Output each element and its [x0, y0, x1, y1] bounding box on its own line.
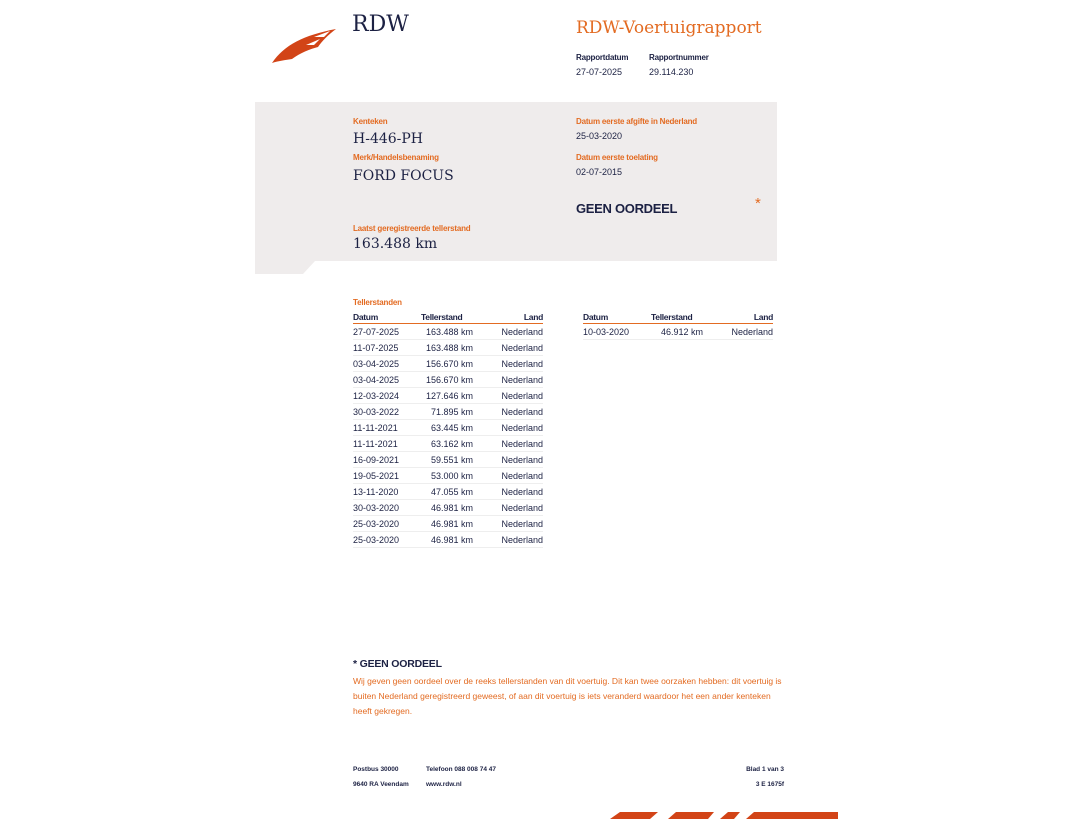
row-date: 03-04-2025 — [353, 356, 421, 372]
table-row — [353, 324, 543, 340]
row-odometer: 156.670 km — [421, 372, 479, 388]
table-row — [353, 420, 543, 436]
row-date: 03-04-2025 — [353, 372, 421, 388]
row-country: Nederland — [479, 500, 543, 516]
row-date: 25-03-2020 — [353, 532, 421, 548]
make-value: FORD FOCUS — [353, 168, 454, 184]
row-country: Nederland — [479, 404, 543, 420]
report-date-label: Rapportdatum — [576, 53, 629, 62]
row-odometer: 163.488 km — [421, 324, 479, 340]
odometer-section-title: Tellerstanden — [353, 298, 402, 307]
table-row — [353, 436, 543, 452]
table-row — [353, 404, 543, 420]
table-row — [353, 516, 543, 532]
table-row — [353, 372, 543, 388]
table-row — [353, 468, 543, 484]
table-row — [353, 356, 543, 372]
row-country: Nederland — [479, 516, 543, 532]
row-country: Nederland — [479, 388, 543, 404]
footer-city: 9640 RA Veendam — [353, 781, 409, 788]
report-date: 27-07-2025 — [576, 67, 623, 77]
column-header-date: Datum — [353, 312, 421, 324]
rdw-logo-icon — [270, 25, 342, 65]
row-country: Nederland — [479, 324, 543, 340]
column-header-odometer: Tellerstand — [421, 312, 479, 324]
column-header-date: Datum — [583, 312, 651, 324]
row-country: Nederland — [479, 468, 543, 484]
vehicle-summary-panel-tail — [255, 261, 315, 274]
row-country: Nederland — [479, 452, 543, 468]
row-date: 25-03-2020 — [353, 516, 421, 532]
row-odometer: 53.000 km — [421, 468, 479, 484]
first-admission-label: Datum eerste toelating — [576, 153, 658, 162]
odometer-table-right — [583, 312, 773, 340]
row-date: 11-11-2021 — [353, 436, 421, 452]
row-date: 11-11-2021 — [353, 420, 421, 436]
report-number-label: Rapportnummer — [649, 53, 709, 62]
row-country: Nederland — [479, 484, 543, 500]
first-issue-nl-value: 25-03-2020 — [576, 131, 623, 141]
table-row — [353, 500, 543, 516]
verdict-asterisk: * — [755, 195, 761, 212]
column-header-country: Land — [479, 312, 543, 324]
table-row — [353, 388, 543, 404]
row-date: 11-07-2025 — [353, 340, 421, 356]
plate-label: Kenteken — [353, 117, 388, 126]
row-date: 27-07-2025 — [353, 324, 421, 340]
report-number: 29.114.230 — [649, 67, 694, 77]
row-date: 16-09-2021 — [353, 452, 421, 468]
column-header-odometer: Tellerstand — [651, 312, 709, 324]
footer-code: 3 E 1675f — [755, 781, 784, 788]
row-odometer: 46.912 km — [651, 324, 709, 340]
plate-value: H-446-PH — [353, 131, 424, 147]
last-odometer-value: 163.488 km — [353, 236, 438, 252]
last-odometer-label: Laatst geregistreerde tellerstand — [353, 224, 471, 233]
row-odometer: 71.895 km — [421, 404, 479, 420]
table-row — [353, 452, 543, 468]
table-row — [353, 532, 543, 548]
row-country: Nederland — [479, 340, 543, 356]
row-date: 19-05-2021 — [353, 468, 421, 484]
table-header-row — [353, 312, 543, 324]
row-date: 10-03-2020 — [583, 324, 651, 340]
row-date: 30-03-2022 — [353, 404, 421, 420]
row-odometer: 46.981 km — [421, 516, 479, 532]
first-issue-nl-label: Datum eerste afgifte in Nederland — [576, 117, 697, 126]
column-header-country: Land — [709, 312, 773, 324]
row-odometer: 47.055 km — [421, 484, 479, 500]
org-name: RDW — [352, 12, 409, 37]
make-label: Merk/Handelsbenaming — [353, 153, 439, 162]
row-odometer: 127.646 km — [421, 388, 479, 404]
row-odometer: 59.551 km — [421, 452, 479, 468]
verdict-value: GEEN OORDEEL — [576, 201, 678, 216]
row-odometer: 63.162 km — [421, 436, 479, 452]
row-odometer: 63.445 km — [421, 420, 479, 436]
row-date: 30-03-2020 — [353, 500, 421, 516]
first-admission-value: 02-07-2015 — [576, 167, 623, 177]
note-title: * GEEN OORDEEL — [353, 658, 442, 670]
table-header-row — [583, 312, 773, 324]
row-country: Nederland — [479, 420, 543, 436]
table-row — [353, 340, 543, 356]
note-text: Wij geven geen oordeel over de reeks tellerstanden van dit voertuig. Dit kan twee oorzaken hebben: dit voertuig is buiten Nederland geregistreerd geweest, of aan dit voertuig is iets veranderd waardoor het een ander kenteken heeft gekregen. — [353, 676, 782, 716]
row-country: Nederland — [479, 436, 543, 452]
footer-page-number: Blad 1 van 3 — [746, 766, 784, 773]
row-date: 13-11-2020 — [353, 484, 421, 500]
table-row — [353, 484, 543, 500]
footer-web[interactable]: www.rdw.nl — [426, 781, 462, 788]
row-odometer: 46.981 km — [421, 500, 479, 516]
row-country: Nederland — [479, 372, 543, 388]
row-country: Nederland — [479, 356, 543, 372]
vehicle-summary-panel — [255, 102, 777, 261]
footer-stripes-decoration — [610, 812, 838, 819]
odometer-table-left — [353, 312, 543, 548]
table-row — [583, 324, 773, 340]
row-country: Nederland — [709, 324, 773, 340]
row-odometer: 156.670 km — [421, 356, 479, 372]
row-odometer: 46.981 km — [421, 532, 479, 548]
row-odometer: 163.488 km — [421, 340, 479, 356]
footer-postbus: Postbus 30000 — [353, 766, 399, 773]
row-country: Nederland — [479, 532, 543, 548]
row-date: 12-03-2024 — [353, 388, 421, 404]
report-title: RDW-Voertuigrapport — [576, 18, 762, 38]
footer-phone: Telefoon 088 008 74 47 — [426, 766, 496, 773]
